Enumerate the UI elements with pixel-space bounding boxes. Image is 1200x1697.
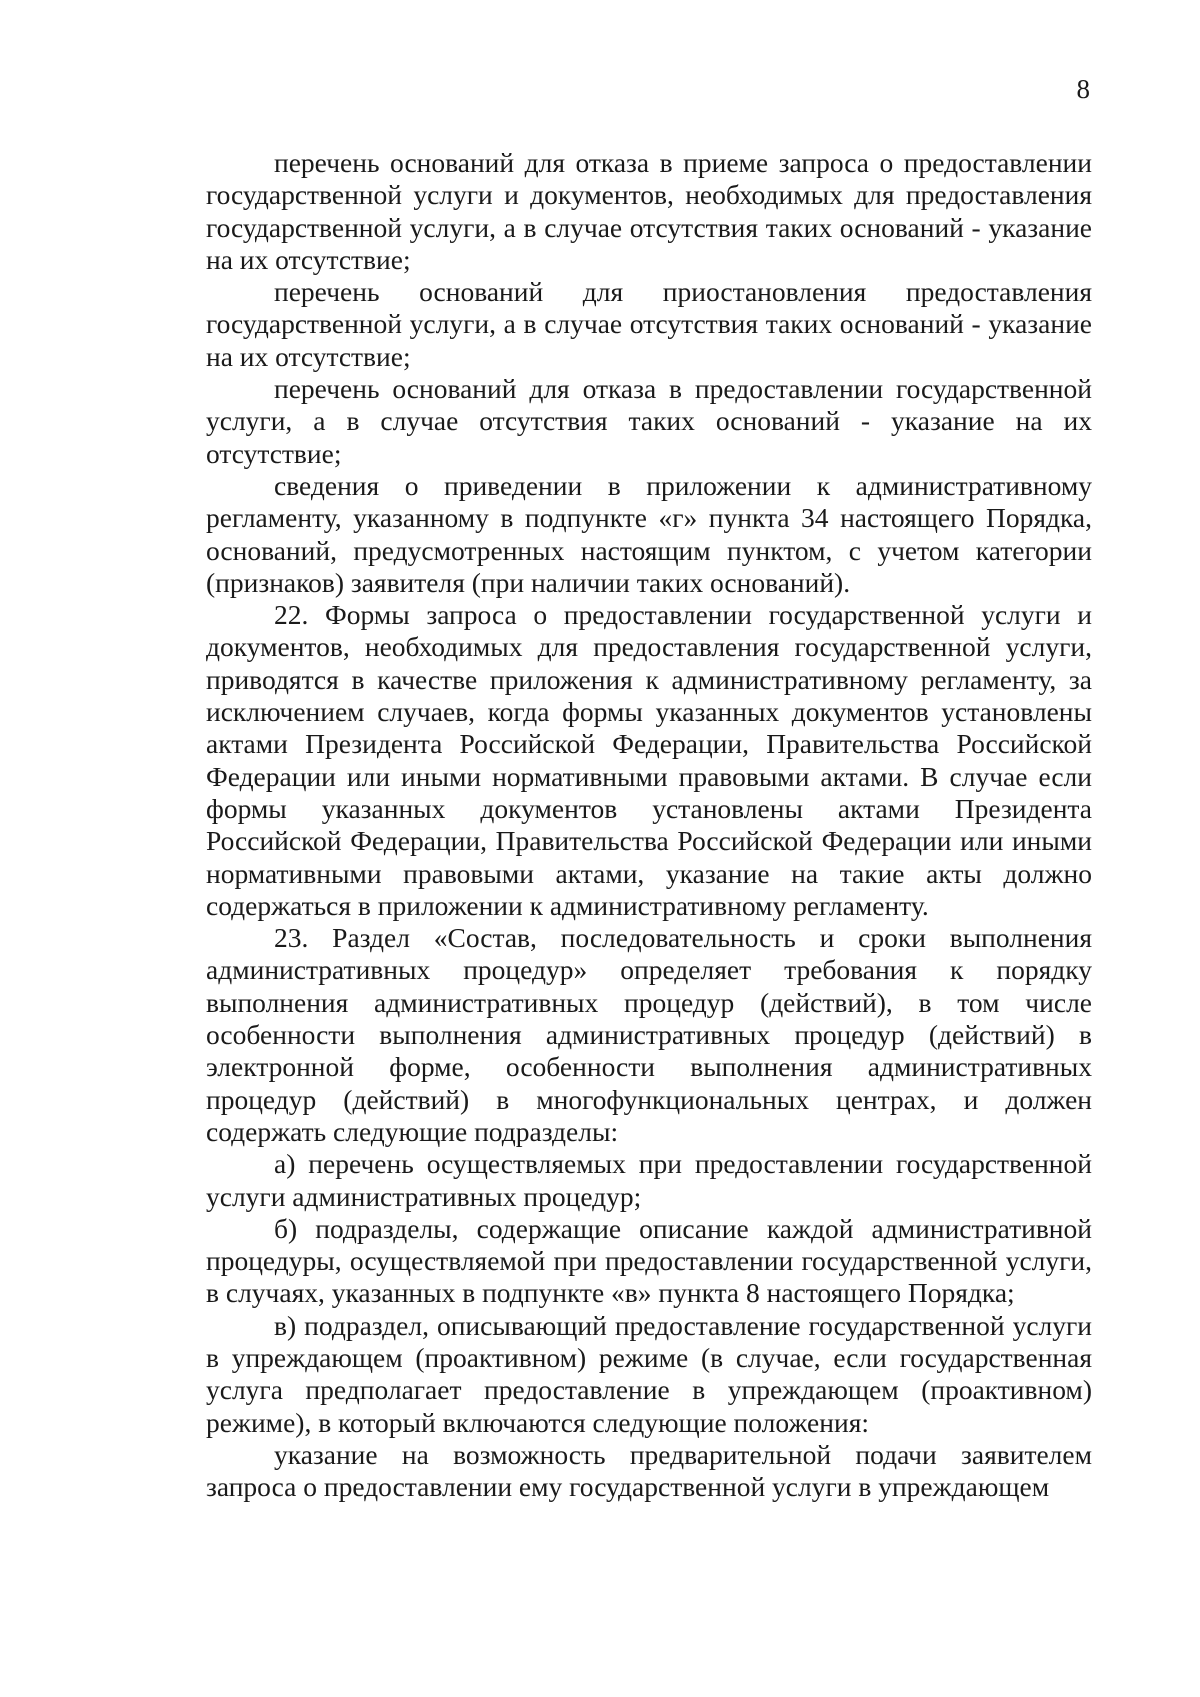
paragraph-subclause-a: а) перечень осуществляемых при предоставлении государственной услуги административных процедур;: [206, 1148, 1092, 1212]
paragraph-clause-23: 23. Раздел «Состав, последовательность и сроки выполнения административных процедур» определяет требования к порядку выполнения административных процедур (действий), в том числе особенности выполнения административных процедур (действий) в электронной форме, особенности выполнения административных процедур (действий) в многофункциональных центрах, и должен содержать следующие подразделы:: [206, 922, 1092, 1147]
document-body: [206, 147, 1092, 1503]
paragraph-refusal-grounds-list: перечень оснований для отказа в приеме запроса о предоставлении государственной услуги и документов, необходимых для предоставления государственной услуги, а в случае отсутствия таких оснований - указание на их отсутствие;: [206, 147, 1092, 275]
paragraph-subclause-b: б) подразделы, содержащие описание каждой административной процедуры, осуществляемой при предоставлении государственной услуги, в случаях, указанных в подпункте «в» пункта 8 настоящего Порядка;: [206, 1212, 1092, 1309]
paragraph-denial-grounds-list: перечень оснований для отказа в предоставлении государственной услуги, а в случае отсутствия таких оснований - указание на их отсутствие;: [206, 373, 1092, 469]
paragraph-clause-22: 22. Формы запроса о предоставлении государственной услуги и документов, необходимых для предоставления государственной услуги, приводятся в качестве приложения к административному регламенту, за исключением случаев, когда формы указанных документов установлены актами Президента Российской Федерации, Правительства Российской Федерации или иными нормативными правовыми актами. В случае если формы указанных документов установлены актами Президента Российской Федерации, Правительства Российской Федерации или иными нормативными правовыми актами, указание на такие акты должно содержаться в приложении к административному регламенту.: [206, 599, 1092, 921]
paragraph-suspension-grounds-list: перечень оснований для приостановления предоставления государственной услуги, а в случае отсутствия таких оснований - указание на их отсутствие;: [206, 276, 1092, 372]
paragraph-subclause-v: в) подраздел, описывающий предоставление государственной услуги в упреждающем (проактивном) режиме (в случае, если государственная услуга предполагает предоставление в упреждающем (проактивном) режиме), в который включаются следующие положения:: [206, 1309, 1092, 1438]
paragraph-proactive-request: указание на возможность предварительной подачи заявителем запроса о предоставлении ему государственной услуги в упреждающем: [206, 1438, 1092, 1503]
page-number: 8: [1076, 74, 1090, 104]
paragraph-appendix-grounds-info: сведения о приведении в приложении к административному регламенту, указанному в подпункте «г» пункта 34 настоящего Порядка, оснований, предусмотренных настоящим пунктом, с учетом категории (признаков) заявителя (при наличии таких оснований).: [206, 469, 1092, 598]
